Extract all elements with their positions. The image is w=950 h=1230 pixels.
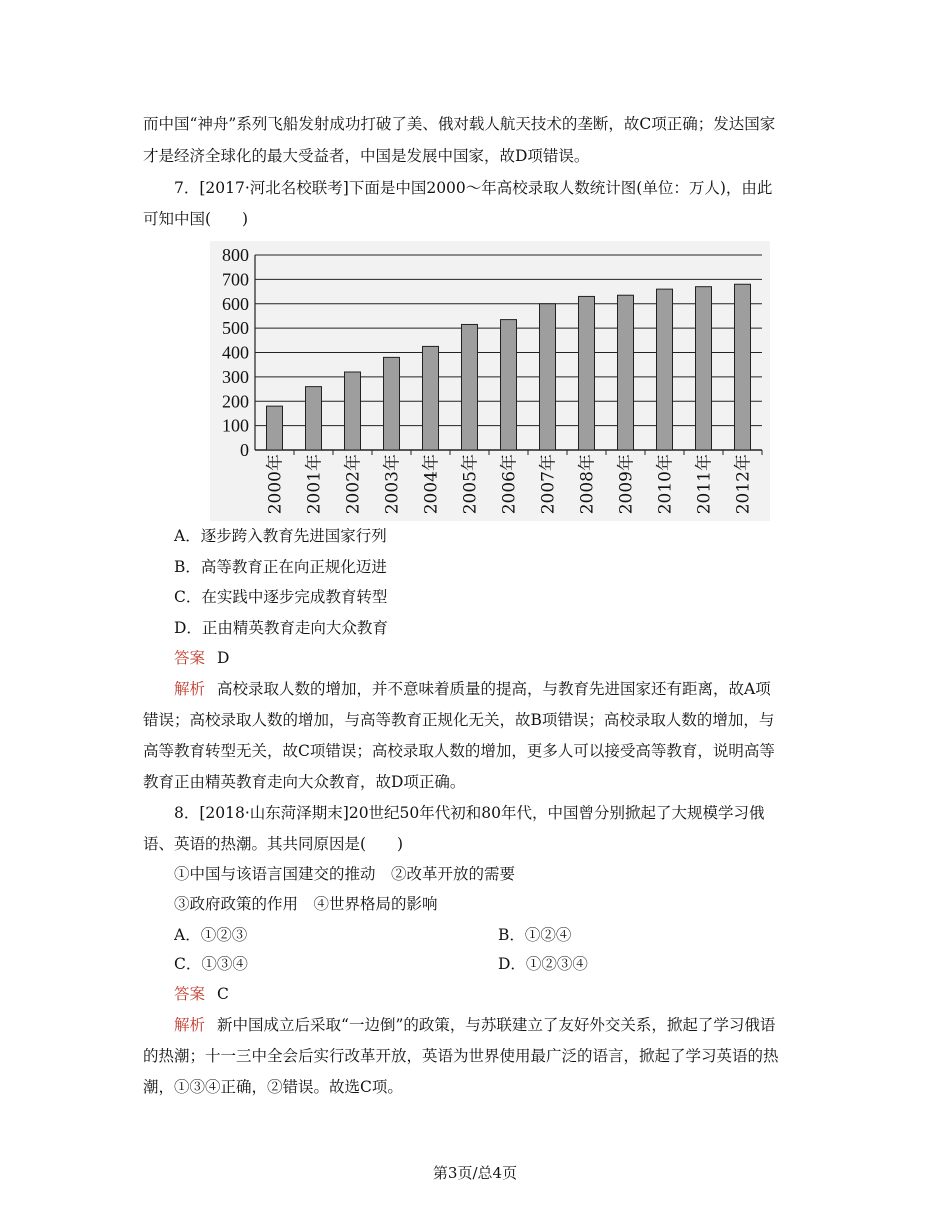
bar (462, 324, 478, 450)
bar (306, 387, 322, 450)
bar (618, 295, 634, 450)
x-category-label: 2004年 (421, 454, 442, 515)
explanation-line: 的热潮；十一三中全会后实行改革开放，英语为世界使用最广泛的语言，掀起了学习英语的热 (143, 1047, 779, 1065)
y-tick-label: 500 (222, 318, 249, 339)
statement-line: ①中国与该语言国建交的推动 ②改革开放的需要 (174, 865, 516, 883)
y-tick-label: 300 (222, 366, 249, 387)
x-category-label: 2011年 (694, 454, 715, 515)
y-tick-label: 200 (222, 391, 249, 412)
answer-row (174, 984, 229, 1004)
bar (540, 304, 556, 450)
explanation-text: 新中国成立后采取“一边倒”的政策，与苏联建立了友好外交关系，掀起了学习俄语 (217, 1016, 776, 1034)
answer-label: 答案 (174, 649, 206, 667)
y-tick-label: 600 (222, 293, 249, 314)
option-C: C．在实践中逐步完成教育转型 (174, 588, 388, 606)
paragraph-line: 而中国“神舟”系列飞船发射成功打破了美、俄对载人航天技术的垄断，故C项正确；发达国家 (143, 115, 776, 133)
x-category-label: 2008年 (577, 454, 598, 515)
answer-value: D (217, 649, 230, 667)
bar (501, 320, 517, 450)
option-C: C．①③④ (174, 955, 248, 973)
explanation-line (174, 1015, 775, 1035)
admissions-bar-chart (210, 241, 770, 521)
y-tick-label: 800 (222, 245, 249, 265)
chart-background (210, 241, 770, 521)
option-B: B．高等教育正在向正规化迈进 (174, 558, 387, 576)
x-category-label: 2001年 (304, 454, 325, 515)
explanation-label: 解析 (174, 1016, 206, 1034)
bar (423, 346, 439, 450)
question-8-stem: 8．[2018·山东菏泽期末]20世纪50年代初和80年代，中国曾分别掀起了大规模学习俄 (174, 804, 765, 822)
answer-value: C (217, 985, 229, 1003)
x-category-label: 2005年 (460, 454, 481, 515)
x-category-label: 2002年 (343, 454, 364, 515)
option-A: A．①②③ (174, 926, 248, 944)
option-D: D．正由精英教育走向大众教育 (174, 619, 388, 637)
answer-label: 答案 (174, 985, 206, 1003)
explanation-line: 潮，①③④正确，②错误。故选C项。 (143, 1078, 403, 1096)
y-tick-label: 700 (222, 269, 249, 290)
explanation-line: 教育正由精英教育走向大众教育，故D项正确。 (143, 773, 466, 791)
x-category-label: 2007年 (538, 454, 559, 515)
question-7-stem: 7．[2017·河北名校联考]下面是中国2000～年高校录取人数统计图(单位：万人)，由此 (174, 179, 773, 197)
bar (345, 372, 361, 450)
bar (696, 287, 712, 450)
x-category-label: 2012年 (733, 454, 754, 515)
explanation-line (174, 679, 771, 699)
x-category-label: 2000年 (265, 454, 286, 515)
x-category-label: 2010年 (655, 454, 676, 515)
option-A: A．逐步跨入教育先进国家行列 (174, 527, 387, 545)
explanation-line: 错误；高校录取人数的增加，与高等教育正规化无关，故B项错误；高校录取人数的增加，与 (143, 711, 775, 729)
question-7-stem: 可知中国( ) (143, 210, 249, 228)
explanation-line: 高等教育转型无关，故C项错误；高校录取人数的增加，更多人可以接受高等教育，说明高等 (143, 742, 775, 760)
y-tick-label: 400 (222, 342, 249, 363)
explanation-text: 高校录取人数的增加，并不意味着质量的提高，与教育先进国家还有距离，故A项 (217, 680, 771, 698)
answer-row (174, 648, 229, 668)
bar (735, 284, 751, 450)
bar (579, 296, 595, 450)
bar (657, 289, 673, 450)
x-category-label: 2009年 (616, 454, 637, 515)
bar (267, 406, 283, 450)
option-D: D．①②③④ (498, 955, 588, 973)
explanation-label: 解析 (174, 680, 206, 698)
paragraph-line: 才是经济全球化的最大受益者，中国是发展中国家，故D项错误。 (143, 147, 590, 165)
question-8-stem: 语、英语的热潮。其共同原因是( ) (143, 835, 404, 853)
y-tick-label: 100 (222, 415, 249, 436)
x-category-label: 2006年 (499, 454, 520, 515)
page-footer: 第3页/总4页 (432, 1164, 518, 1182)
bar (384, 357, 400, 450)
statement-line: ③政府政策的作用 ④世界格局的影响 (174, 895, 438, 913)
y-tick-label: 0 (240, 440, 249, 460)
x-category-label: 2003年 (382, 454, 403, 515)
option-B: B．①②④ (498, 926, 572, 944)
